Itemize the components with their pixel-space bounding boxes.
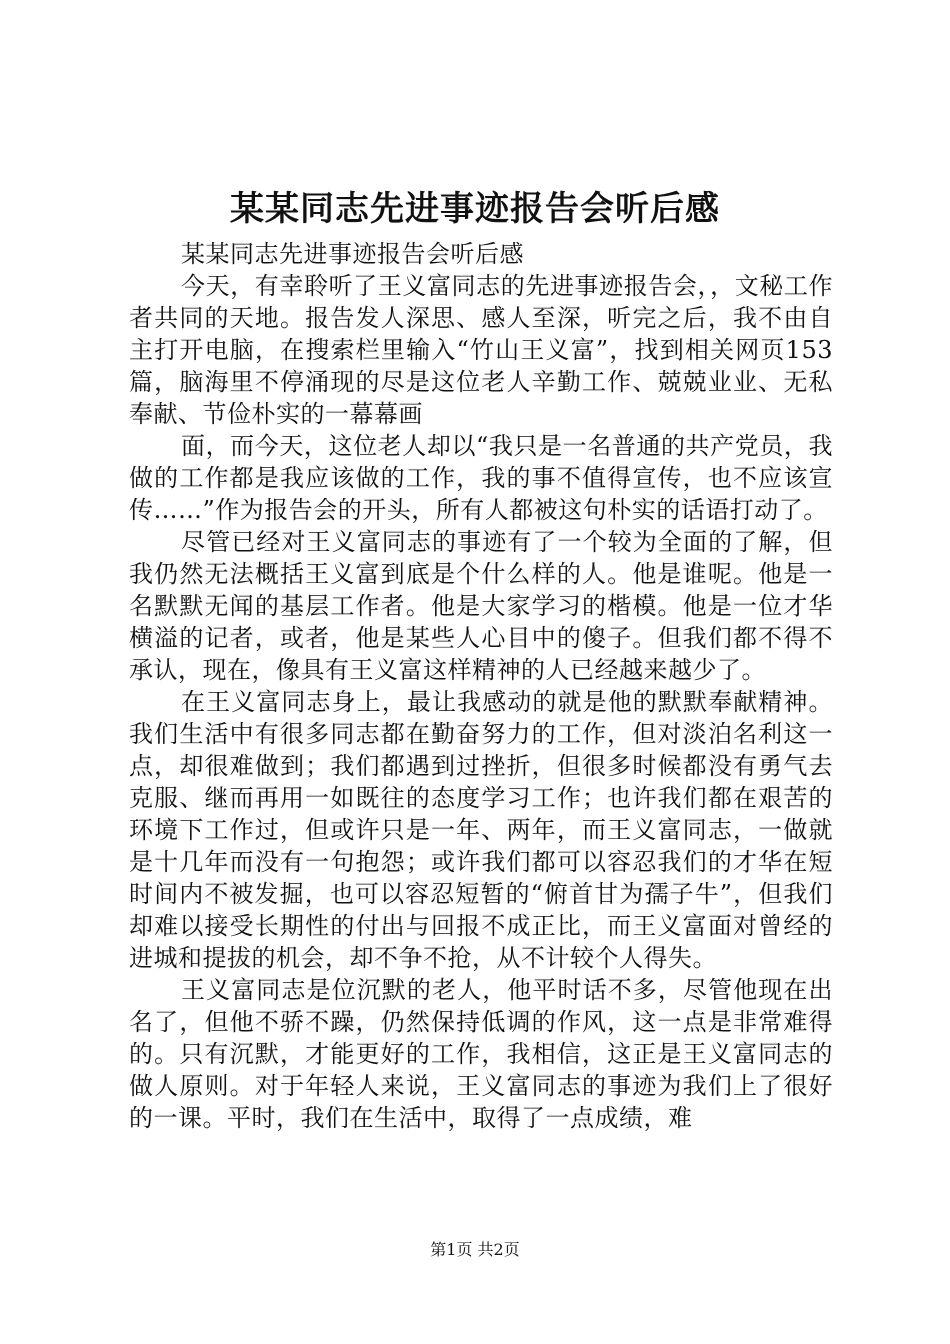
document-body [129,238,833,1134]
body-paragraph: 在王义富同志身上，最让我感动的就是他的默默奉献精神。我们生活中有很多同志都在勤奋努力的工作，但对淡泊名利这一点，却很难做到；我们都遇到过挫折，但很多时候都没有勇气去克服、继而再用一如既往的态度学习工作；也许我们都在艰苦的环境下工作过，但或许只是一年、两年，而王义富同志，一做就是十几年而没有一句抱怨；或许我们都可以容忍我们的才华在短时间内不被发掘，也可以容忍短暂的“俯首甘为孺子牛”，但我们却难以接受长期性的付出与回报不成正比，而王义富面对曾经的进城和提拔的机会，却不争不抢，从不计较个人得失。 [129,688,833,972]
document-title: 某某同志先进事迹报告会听后感 [230,189,720,229]
body-paragraph: 今天，有幸聆听了王义富同志的先进事迹报告会，，文秘工作者共同的天地。报告发人深思、感人至深，听完之后，我不由自主打开电脑，在搜索栏里输入“竹山王义富”，找到相关网页153篇，脑海里不停涌现的尽是这位老人辛勤工作、兢兢业业、无私奉献、节俭朴实的一幕幕画 [129,272,833,428]
page-footer: 第1页 共2页 [430,1240,520,1259]
body-paragraph: 面，而今天，这位老人却以“我只是一名普通的共产党员，我做的工作都是我应该做的工作，我的事不值得宣传，也不应该宣传……”作为报告会的开头，所有人都被这句朴实的话语打动了。 [129,432,833,524]
body-paragraph: 王义富同志是位沉默的老人，他平时话不多，尽管他现在出名了，但他不骄不躁，仍然保持低调的作风，这一点是非常难得的。只有沉默，才能更好的工作，我相信，这正是王义富同志的做人原则。对于年轻人来说，王义富同志的事迹为我们上了很好的一课。平时，我们在生活中，取得了一点成绩，难 [129,976,833,1132]
body-paragraph: 某某同志先进事迹报告会听后感 [181,240,524,268]
body-paragraph: 尽管已经对王义富同志的事迹有了一个较为全面的了解，但我仍然无法概括王义富到底是个什么样的人。他是谁呢。他是一名默默无闻的基层工作者。他是大家学习的楷模。他是一位才华横溢的记者，或者，他是某些人心目中的傻子。但我们都不得不承认，现在，像具有王义富这样精神的人已经越来越少了。 [129,528,833,684]
